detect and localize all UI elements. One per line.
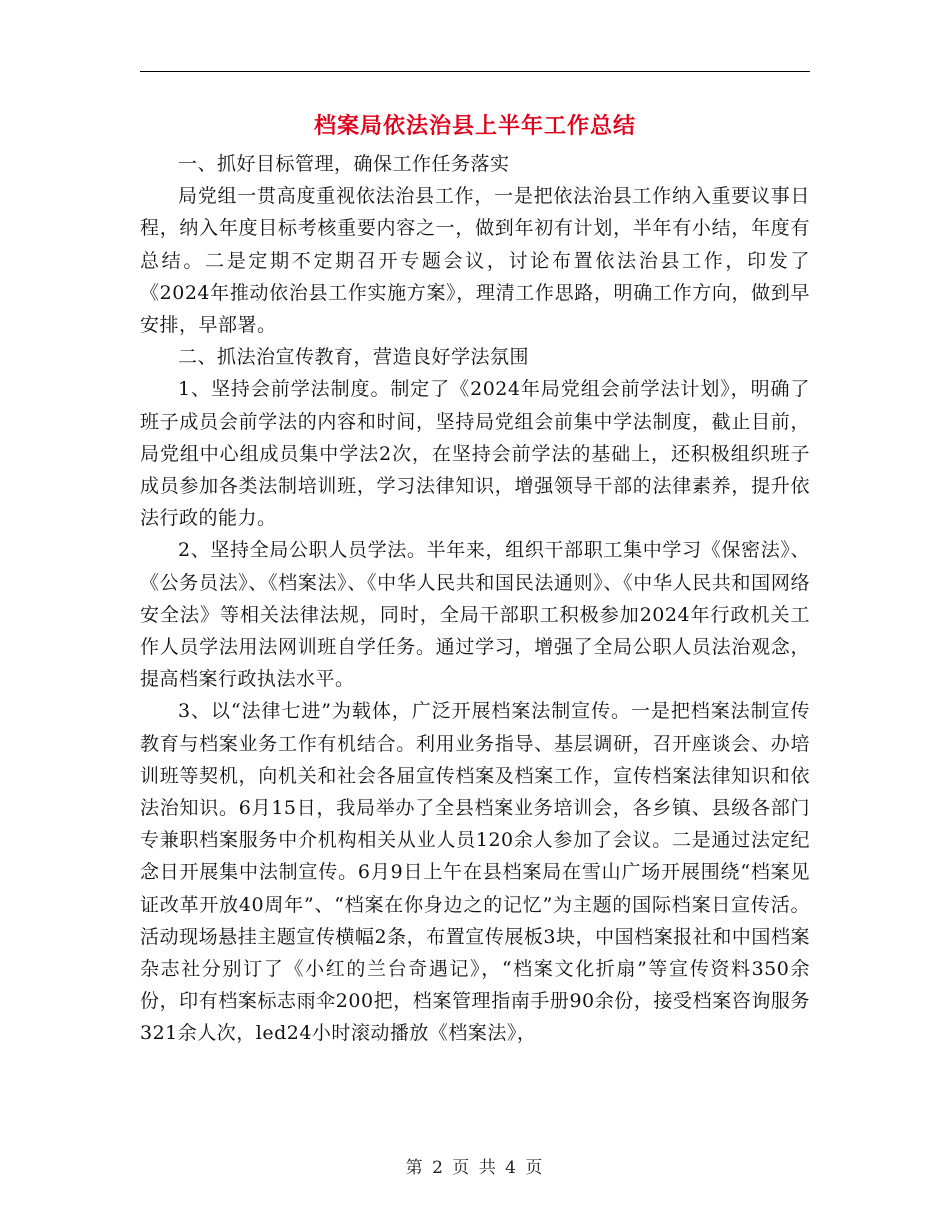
body-paragraph: 3、以“法律七进”为载体，广泛开展档案法制宣传。一是把档案法制宣传教育与档案业务工作有机结合。利用业务指导、基层调研，召开座谈会、办培训班等契机，向机关和社会各届宣传档案及档案工作，宣传档案法律知识和依法治知识。6月15日，我局举办了全县档案业务培训会，各乡镇、县级各部门专兼职档案服务中介机构相关从业人员120余人参加了会议。二是通过法定纪念日开展集中法制宣传。6月9日上午在县档案局在雪山广场开展围绕“档案见证改革开放40周年”、“档案在你身边之的记忆”为主题的国际档案日宣传活。活动现场悬挂主题宣传横幅2条，布置宣传展板3块，中国档案报社和中国档案杂志社分别订了《小红的兰台奇遇记》，“档案文化折扇”等宣传资料350余份，印有档案标志雨伞200把，档案管理指南手册90余份，接受档案咨询服务321余人次，led24小时滚动播放《档案法》， [140, 700, 810, 1045]
document-title: 档案局依法治县上半年工作总结 [313, 113, 636, 139]
body-paragraph: 局党组一贯高度重视依法治县工作，一是把依法治县工作纳入重要议事日程，纳入年度目标考核重要内容之一，做到年初有计划，半年有小结，年度有总结。二是定期不定期召开专题会议，讨论布置依法治县工作，印发了《2024年推动依治县工作实施方案》，理清工作思路，明确工作方向，做到早安排，早部署。 [140, 185, 810, 337]
page-footer: 第 2 页 共 4 页 [405, 1158, 545, 1178]
document-body [140, 148, 810, 1050]
section-heading: 一、抓好目标管理，确保工作任务落实 [178, 153, 510, 175]
header-rule [140, 71, 810, 72]
section-heading: 二、抓法治宣传教育，营造良好学法氛围 [178, 346, 530, 369]
body-paragraph: 2、坚持全局公职人员学法。半年来，组织干部职工集中学习《保密法》、《公务员法》、《档案法》、《中华人民共和国民法通则》、《中华人民共和国网络安全法》等相关法律法规，同时，全局干部职工积极参加2024年行政机关工作人员学法用法网训班自学任务。通过学习，增强了全局公职人员法治观念，提高档案行政执法水平。 [140, 539, 810, 691]
body-paragraph: 1、坚持会前学法制度。制定了《2024年局党组会前学法计划》，明确了班子成员会前学法的内容和时间，坚持局党组会前集中学法制度，截止目前，局党组中心组成员集中学法2次，在坚持会前学法的基础上，还积极组织班子成员参加各类法制培训班，学习法律知识，增强领导干部的法律素养，提升依法行政的能力。 [140, 378, 810, 530]
